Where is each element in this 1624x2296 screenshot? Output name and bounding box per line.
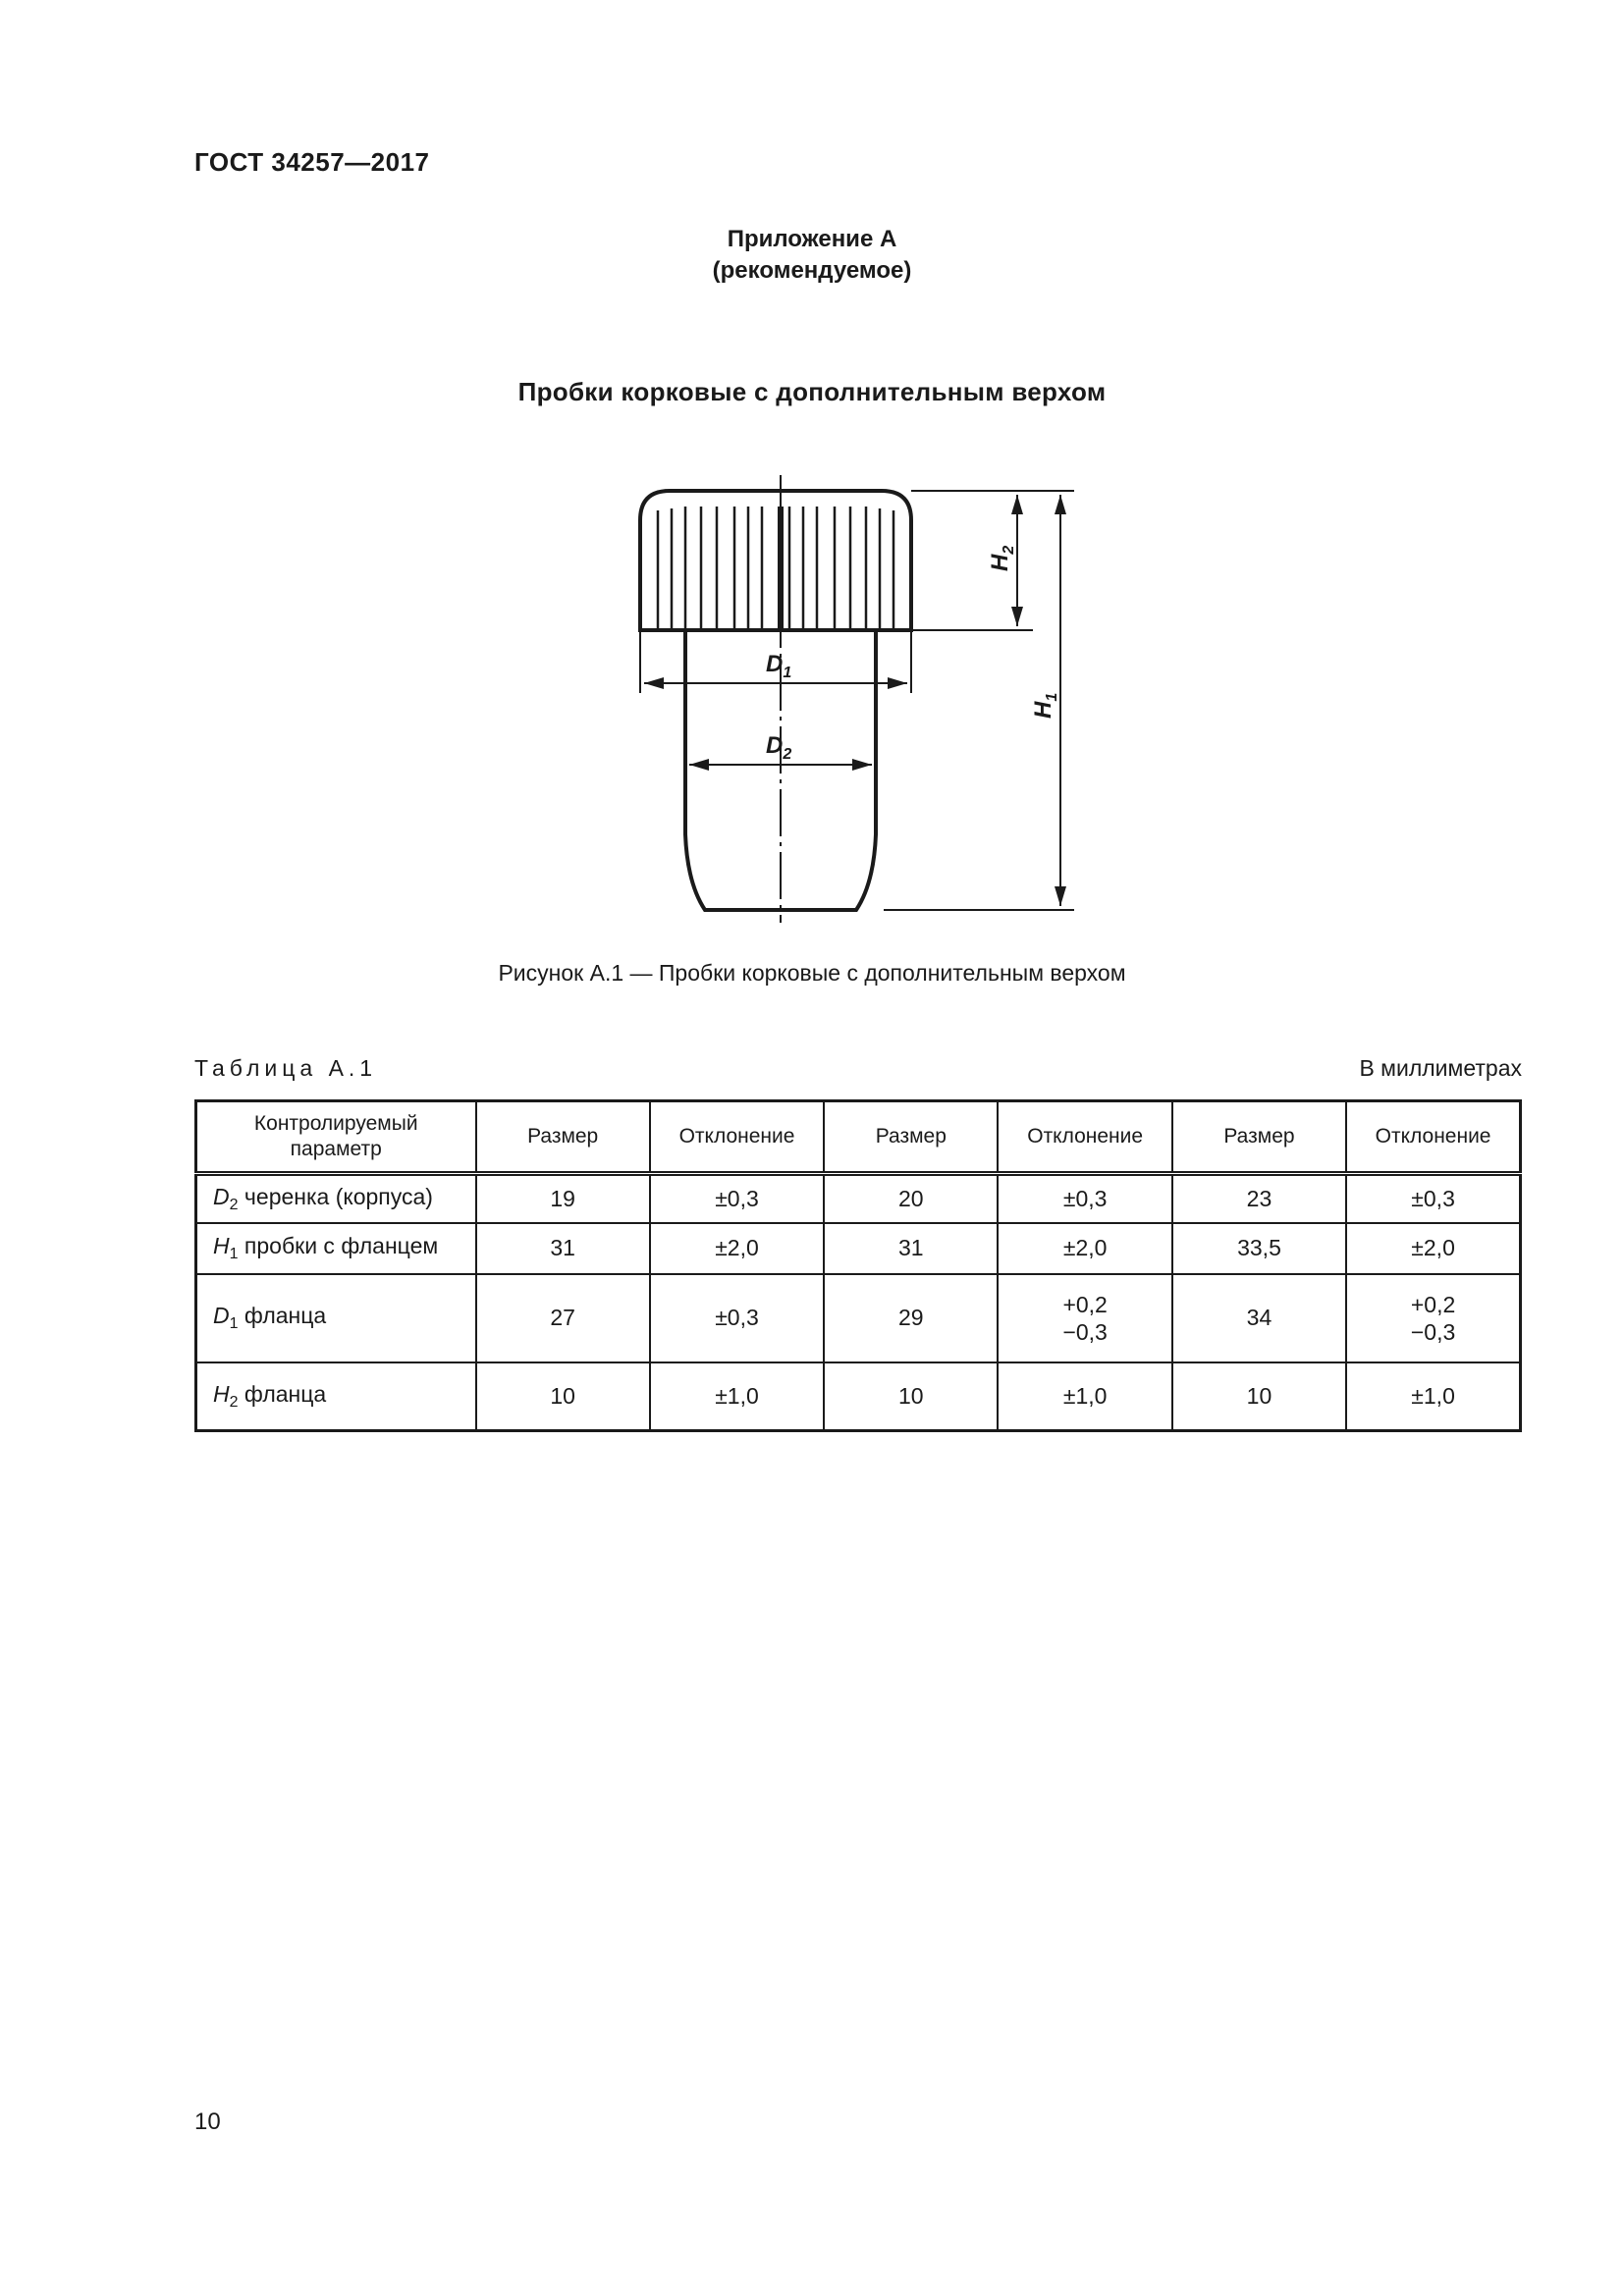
section-title: Пробки корковые с дополнительным верхом <box>517 377 1107 406</box>
value-cell: 23 <box>1172 1174 1346 1223</box>
header-deviation: Отклонение <box>998 1101 1171 1174</box>
parameter-cell: $H_2$ фланца <box>196 1362 476 1431</box>
h2-label: $H_2$ <box>987 545 1017 571</box>
value-cell: ±2,0 <box>1346 1223 1520 1274</box>
document-header: ГОСТ 34257—2017 <box>194 147 430 177</box>
value-cell: 29 <box>824 1274 998 1362</box>
page-number: 10 <box>194 2109 221 2135</box>
table-row <box>196 1362 1521 1431</box>
appendix-status: (рекомендуемое) <box>712 257 912 284</box>
value-cell: 20 <box>824 1174 998 1223</box>
value-cell: ±0,3 <box>650 1174 824 1223</box>
flange-outline <box>640 491 911 630</box>
value-cell: 10 <box>476 1362 650 1431</box>
parameter-cell: $H_1$ пробки с фланцем <box>196 1223 476 1274</box>
value-cell: 31 <box>824 1223 998 1274</box>
value-cell: 34 <box>1172 1274 1346 1362</box>
value-cell: 19 <box>476 1174 650 1223</box>
value-cell: 33,5 <box>1172 1223 1346 1274</box>
cork-stopper-drawing <box>589 461 1139 923</box>
header-parameter: Контролируемый параметр <box>196 1101 476 1174</box>
value-cell: +0,2 −0,3 <box>1346 1274 1520 1362</box>
table-units: В миллиметрах <box>1359 1055 1522 1081</box>
value-cell: 10 <box>1172 1362 1346 1431</box>
header-size: Размер <box>824 1101 998 1174</box>
value-cell: ±1,0 <box>998 1362 1171 1431</box>
appendix-heading <box>0 224 1624 287</box>
header-deviation: Отклонение <box>1346 1101 1520 1174</box>
parameter-cell: $D_1$ фланца <box>196 1274 476 1362</box>
value-cell: ±2,0 <box>998 1223 1171 1274</box>
table-header-row <box>196 1101 1521 1174</box>
parameter-cell: $D_2$ черенка (корпуса) <box>196 1174 476 1223</box>
value-cell: 27 <box>476 1274 650 1362</box>
d2-label: $D_2$ <box>766 732 792 763</box>
header-size: Размер <box>1172 1101 1346 1174</box>
header-deviation: Отклонение <box>650 1101 824 1174</box>
value-cell: 31 <box>476 1223 650 1274</box>
header-size: Размер <box>476 1101 650 1174</box>
table-label: Таблица А.1 <box>194 1055 378 1081</box>
flange-grooves <box>658 507 893 630</box>
appendix-title: Приложение А <box>727 226 897 252</box>
value-cell: ±1,0 <box>650 1362 824 1431</box>
value-cell: ±0,3 <box>650 1274 824 1362</box>
table-row <box>196 1174 1521 1223</box>
value-cell: ±0,3 <box>1346 1174 1520 1223</box>
value-cell: 10 <box>824 1362 998 1431</box>
h1-label: $H_1$ <box>1030 692 1060 719</box>
value-cell: ±2,0 <box>650 1223 824 1274</box>
d1-label: $D_1$ <box>766 651 792 681</box>
value-cell: +0,2 −0,3 <box>998 1274 1171 1362</box>
value-cell: ±0,3 <box>998 1174 1171 1223</box>
dimensions-table <box>194 1099 1522 1432</box>
table-row <box>196 1274 1521 1362</box>
figure-caption: Рисунок А.1 — Пробки корковые с дополнительным верхом <box>498 960 1126 986</box>
value-cell: ±1,0 <box>1346 1362 1520 1431</box>
table-row <box>196 1223 1521 1274</box>
